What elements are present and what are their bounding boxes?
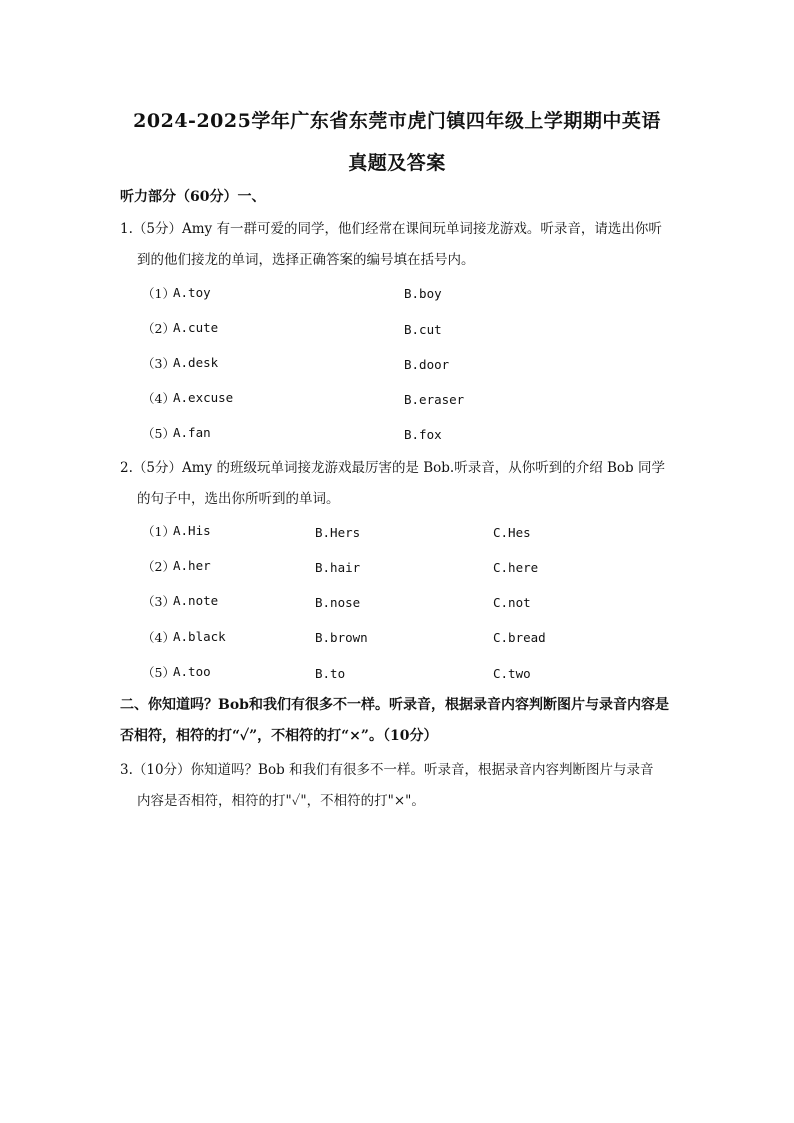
- q1-item-number: （5）: [142, 426, 175, 441]
- q2-option-a: A.her: [173, 558, 211, 573]
- q2-option-b: B.nose: [315, 595, 361, 610]
- q2-item-number: （3）: [142, 594, 175, 609]
- q2-option-b: B.hair: [315, 560, 361, 575]
- document-title-line2: 真题及答案: [348, 152, 446, 174]
- q2-option-a: A.His: [173, 523, 211, 538]
- q1-option-b: B.fox: [404, 427, 442, 442]
- q1-option-a: A.cute: [173, 320, 219, 335]
- q3-prompt-line1: 3.（10分）你知道吗？Bob 和我们有很多不一样。听录音，根据录音内容判断图片与录音: [120, 762, 654, 778]
- q2-option-b: B.brown: [315, 630, 368, 645]
- q2-option-a: A.too: [173, 664, 211, 679]
- q1-item-number: （4）: [142, 391, 175, 406]
- q1-option-a: A.desk: [173, 355, 219, 370]
- document-title-line1: 2024-2025学年广东省东莞市虎门镇四年级上学期期中英语: [133, 110, 661, 132]
- q1-option-b: B.door: [404, 357, 450, 372]
- q2-item-number: （5）: [142, 665, 175, 680]
- q1-option-b: B.eraser: [404, 392, 465, 407]
- q2-option-a: A.black: [173, 629, 226, 644]
- q2-item-number: （1）: [142, 524, 175, 539]
- section2-heading-line2: 否相符，相符的打“✓”，不相符的打“×”。（10分）: [120, 728, 438, 744]
- q1-item-number: （1）: [142, 286, 175, 301]
- q1-item-number: （3）: [142, 356, 175, 371]
- section2-heading-line1: 二、你知道吗？Bob和我们有很多不一样。听录音，根据录音内容判断图片与录音内容是: [120, 697, 669, 713]
- q1-prompt-line1: 1.（5分）Amy 有一群可爱的同学，他们经常在课间玩单词接龙游戏。听录音，请选出你听: [120, 221, 662, 237]
- q2-option-c: C.here: [493, 560, 539, 575]
- q1-option-b: B.boy: [404, 286, 442, 301]
- q2-option-c: C.not: [493, 595, 531, 610]
- q3-prompt-line2: 内容是否相符，相符的打"✓"，不相符的打"×"。: [137, 793, 425, 809]
- q2-item-number: （2）: [142, 559, 175, 574]
- q2-option-b: B.to: [315, 666, 346, 681]
- q1-prompt-line2: 到的他们接龙的单词，选择正确答案的编号填在括号内。: [137, 252, 475, 268]
- q2-prompt-line1: 2.（5分）Amy 的班级玩单词接龙游戏最厉害的是 Bob.听录音，从你听到的介绍 Bob 同学: [120, 460, 665, 476]
- q1-option-a: A.excuse: [173, 390, 234, 405]
- q2-prompt-line2: 的句子中，选出你所听到的单词。: [137, 491, 340, 507]
- q1-option-b: B.cut: [404, 322, 442, 337]
- q1-option-a: A.fan: [173, 425, 211, 440]
- q2-option-c: C.Hes: [493, 525, 531, 540]
- q2-option-c: C.two: [493, 666, 531, 681]
- q2-option-c: C.bread: [493, 630, 546, 645]
- q2-option-b: B.Hers: [315, 525, 361, 540]
- section1-heading: 听力部分（60分）一、: [120, 189, 266, 205]
- q2-option-a: A.note: [173, 593, 219, 608]
- q1-option-a: A.toy: [173, 285, 211, 300]
- q1-item-number: （2）: [142, 321, 175, 336]
- q2-item-number: （4）: [142, 630, 175, 645]
